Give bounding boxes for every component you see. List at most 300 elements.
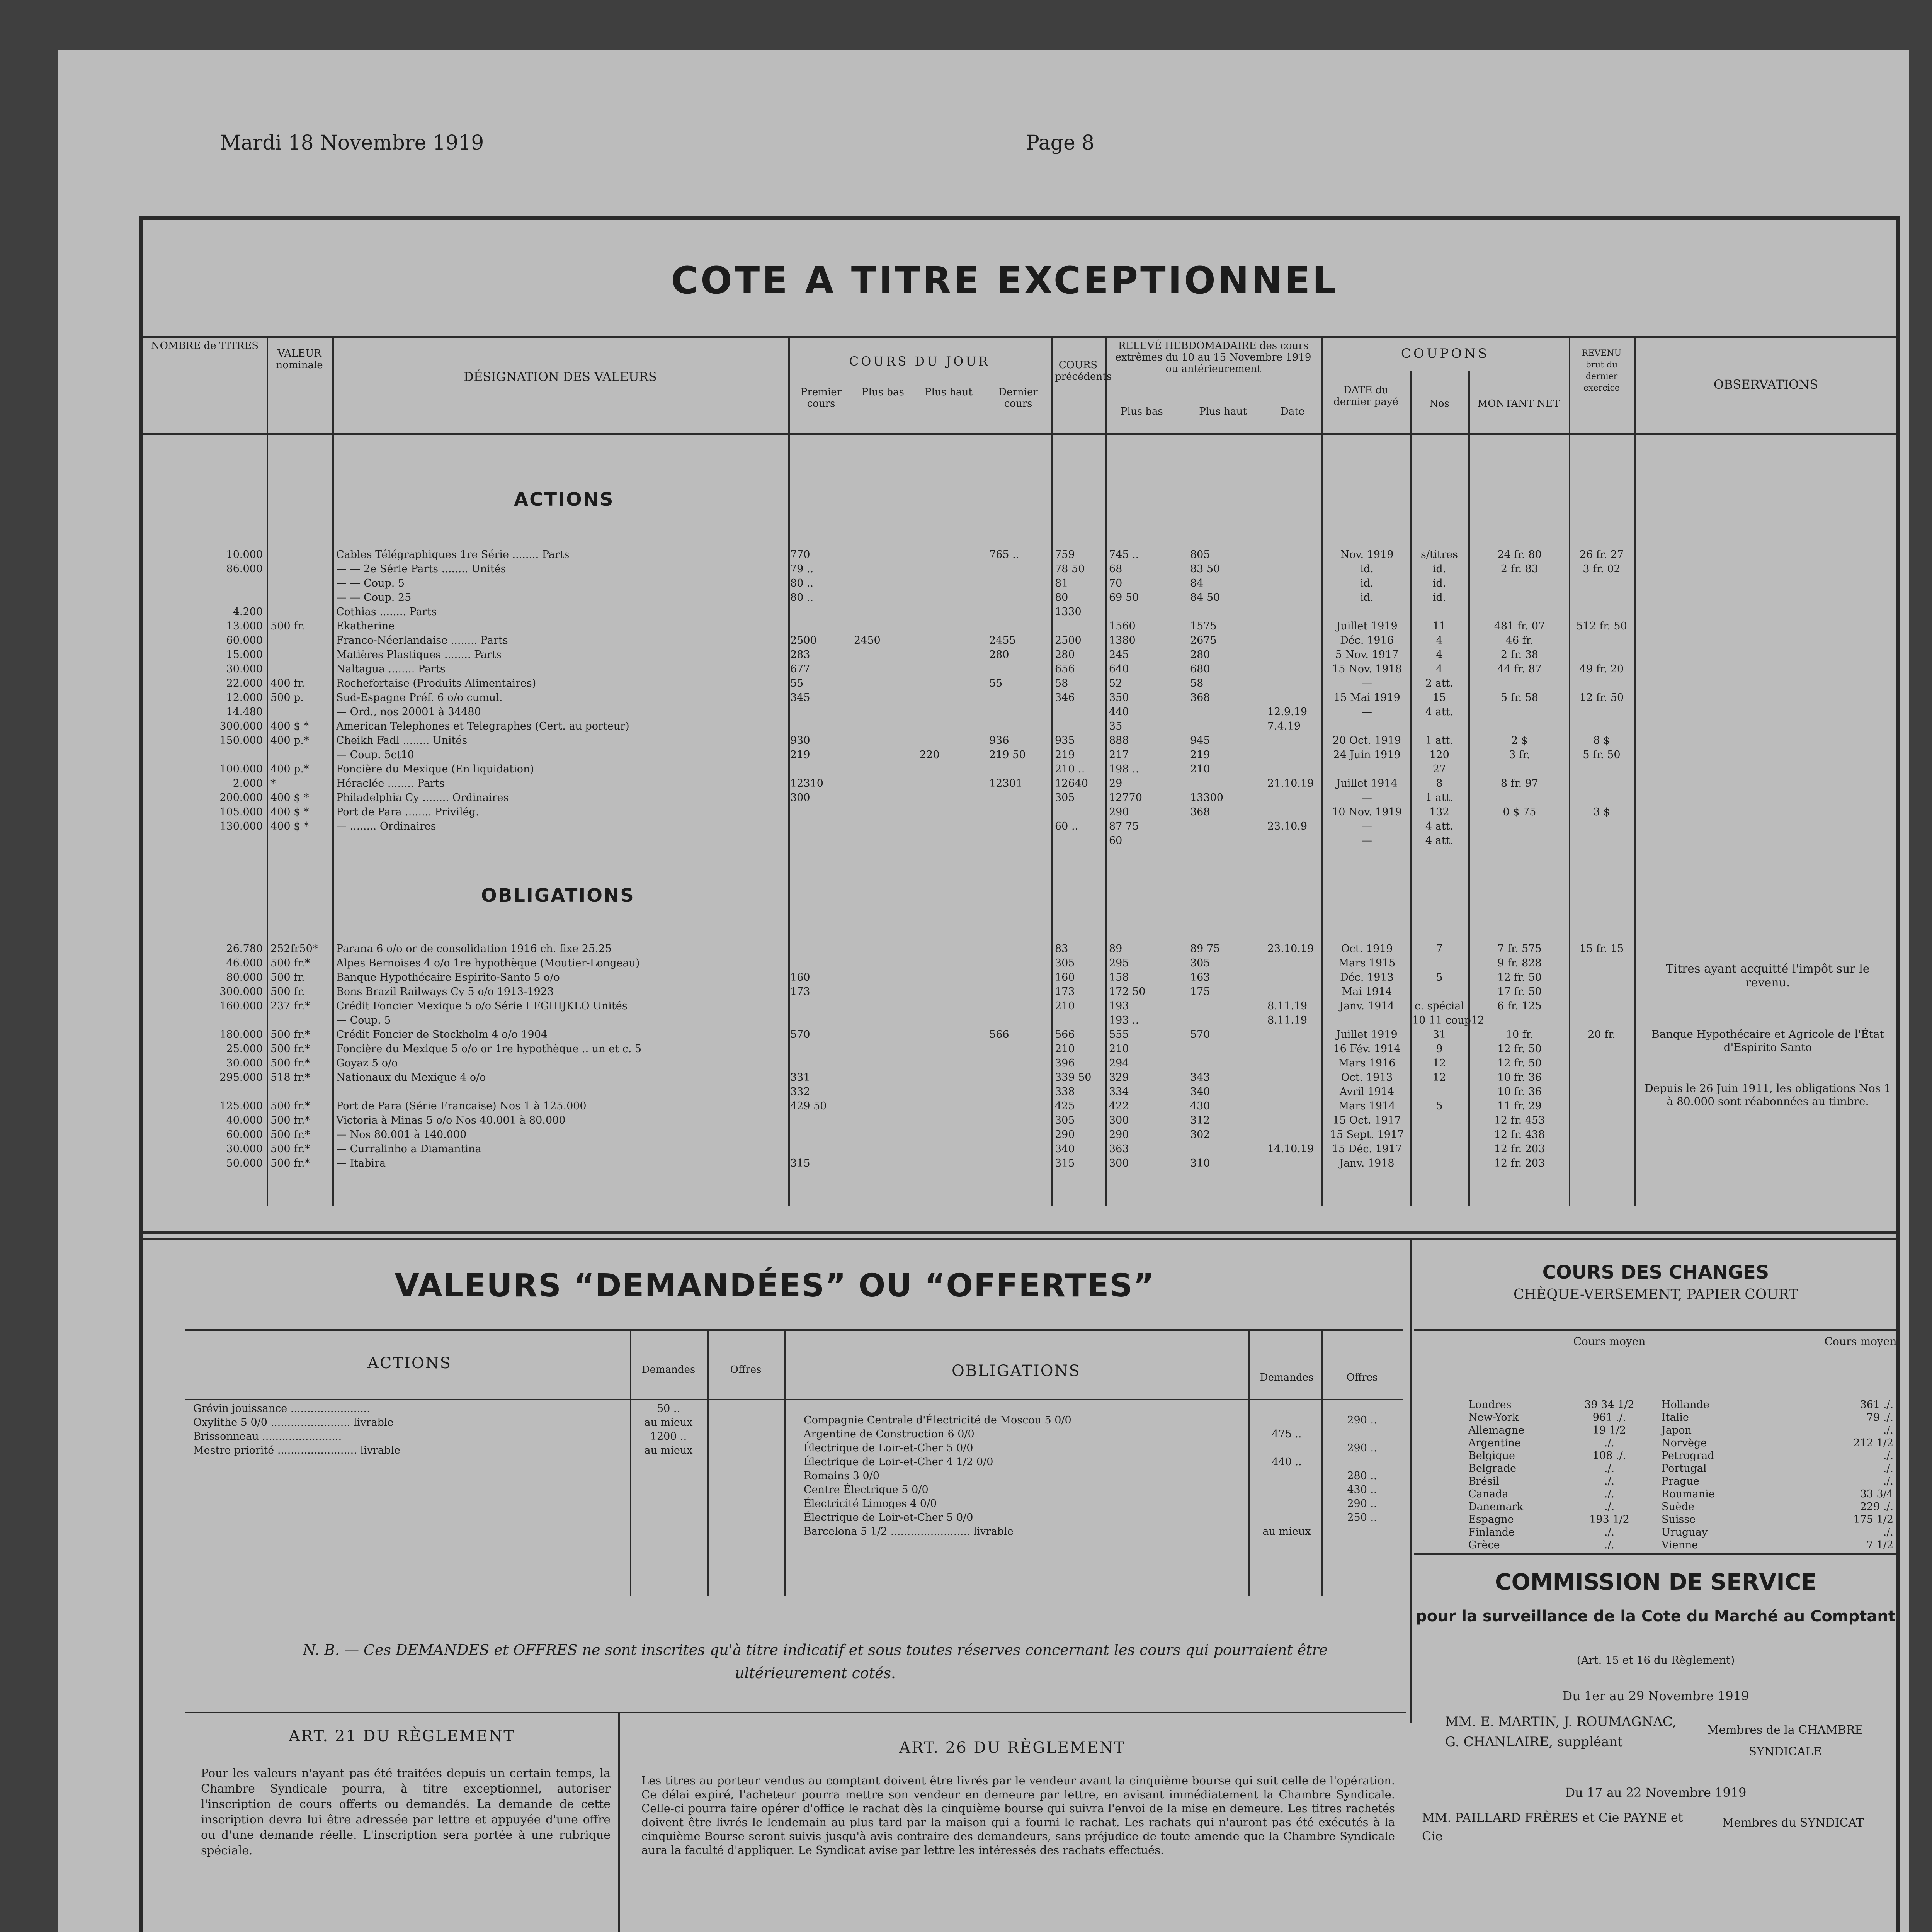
table-cell-num: 4 att. <box>1425 820 1454 832</box>
table-cell-montant: 10 fr. 36 <box>1497 1071 1542 1083</box>
table-cell-dernier: 219 50 <box>989 749 1026 761</box>
change-name: Grèce <box>1468 1539 1500 1551</box>
col-sep <box>1410 1240 1412 1723</box>
table-cell-designation: — — Coup. 25 <box>336 592 412 604</box>
table-cell-rbas: 29 <box>1109 777 1122 789</box>
changes-title: COURS DES CHANGES <box>1542 1262 1769 1283</box>
table-cell-prec: 290 <box>1055 1129 1075 1141</box>
table-cell-nombre: 26.780 <box>226 943 263 955</box>
table-cell-num: 5 <box>1436 1100 1443 1112</box>
table-cell-prec: 346 <box>1055 692 1075 704</box>
table-cell-valeur: 400 $ * <box>270 820 309 832</box>
rule <box>185 1329 1403 1331</box>
table-cell-nombre: 300.000 <box>219 986 263 998</box>
table-cell-rbas: 52 <box>1109 677 1122 689</box>
art26-title: ART. 26 DU RÈGLEMENT <box>899 1739 1126 1757</box>
table-cell-date: 21.10.19 <box>1267 777 1314 789</box>
table-cell-montant: 17 fr. 50 <box>1497 986 1542 998</box>
table-cell-rbas: 363 <box>1109 1143 1129 1155</box>
art21-title: ART. 21 DU RÈGLEMENT <box>289 1727 515 1745</box>
table-cell-nombre: 22.000 <box>226 677 263 689</box>
dem-actions-head: ACTIONS <box>367 1354 452 1372</box>
change-name: Roumanie <box>1662 1488 1715 1500</box>
art26-text: Les titres au porteur vendus au comptant doivent être livrés par le vendeur avant la cinquième bourse qui suit celle de l'opération. Ce délai expiré, l'acheteur pourra mettre son vendeur en demeure par lettre, en avisant immédiatement la Chambre Syndicale. Celle-ci pourra faire opérer d'office le rachat dès la cinquième bourse qui suivra l'envoi de la mise en demeure. Les titres rachetés doivent être livrés le lendemain au plus tard par la maison qui a fourni le rachat. Les rachats qui n'auront pas été exécutés à la cinquième Bourse seront suivis jusqu'à avis contraire des demandeurs, sans préjudice de toute amende que la Chambre Syndicale aura la faculté d'appliquer. Le Syndicat avise par lettre les intéressés des rachats effectués. <box>641 1774 1395 1857</box>
table-cell-nombre: 13.000 <box>226 620 263 632</box>
table-cell-montant: 0 $ 75 <box>1503 806 1536 818</box>
table-cell-valeur: 500 fr.* <box>270 1057 310 1069</box>
table-cell-num: 7 <box>1436 943 1443 955</box>
table-cell-dernier: 280 <box>989 649 1009 661</box>
table-cell-rhaut: 570 <box>1190 1029 1210 1041</box>
table-cell-valeur: 500 fr. <box>270 986 305 998</box>
table-cell-designation: American Telephones et Telegraphes (Cert. au porteur) <box>336 720 629 732</box>
table-cell-revenu: 3 fr. 02 <box>1583 563 1621 575</box>
table-cell-nombre: 130.000 <box>219 820 263 832</box>
change-value: 79 ./. <box>1866 1412 1893 1423</box>
col-sep <box>1569 336 1570 1206</box>
th-plus-haut: Plus haut <box>925 386 973 398</box>
dem-oblig-name: Électrique de Loir-et-Cher 5 0/0 <box>804 1442 973 1454</box>
change-value: ./. <box>1604 1437 1615 1449</box>
table-cell-rbas: 329 <box>1109 1071 1129 1083</box>
change-name: Londres <box>1468 1399 1512 1411</box>
change-value: 961 ./. <box>1592 1412 1626 1423</box>
table-cell-coupdate: Juillet 1919 <box>1336 1029 1398 1041</box>
table-cell-num: 1 att. <box>1425 792 1454 804</box>
table-cell-rbas: 555 <box>1109 1029 1129 1041</box>
table-cell-premier: 12310 <box>790 777 823 789</box>
table-cell-prec: 210 <box>1055 1043 1075 1055</box>
dem-oblig-offre: 290 .. <box>1347 1442 1377 1454</box>
table-cell-date: 7.4.19 <box>1267 720 1301 732</box>
table-cell-valeur: 518 fr.* <box>270 1071 310 1083</box>
table-cell-coupdate: 10 Nov. 1919 <box>1332 806 1402 818</box>
dem-action-demande: au mieux <box>644 1417 693 1429</box>
table-cell-valeur: 500 fr. <box>270 620 305 632</box>
table-cell-premier: 429 50 <box>790 1100 827 1112</box>
table-cell-prec: 566 <box>1055 1029 1075 1041</box>
rule <box>185 1399 1403 1400</box>
th-nombre: NOMBRE de TITRES <box>151 340 259 352</box>
table-cell-rbas: 198 .. <box>1109 763 1139 775</box>
table-cell-valeur: 237 fr.* <box>270 1000 310 1012</box>
table-cell-premier: 2500 <box>790 634 817 646</box>
th-numero: Nos <box>1429 398 1449 410</box>
change-value: 361 ./. <box>1860 1399 1893 1411</box>
table-cell-coupdate: Mars 1914 <box>1338 1100 1396 1112</box>
table-cell-coupdate: Déc. 1916 <box>1340 634 1394 646</box>
table-cell-rhaut: 430 <box>1190 1100 1210 1112</box>
table-cell-designation: — — 2e Série Parts ........ Unités <box>336 563 506 575</box>
th-rel-haut: Plus haut <box>1199 406 1247 417</box>
table-cell-premier: 315 <box>790 1157 810 1169</box>
actions-heading: ACTIONS <box>514 489 614 510</box>
table-cell-prec: 210 <box>1055 1000 1075 1012</box>
table-cell-rhaut: 340 <box>1190 1086 1210 1098</box>
table-cell-designation: Parana 6 o/o or de consolidation 1916 ch. fixe 25.25 <box>336 943 612 955</box>
table-cell-nombre: 30.000 <box>226 1057 263 1069</box>
table-cell-rbas: 210 <box>1109 1043 1129 1055</box>
dem-oblig-name: Romains 3 0/0 <box>804 1470 879 1482</box>
table-cell-rbas: 70 <box>1109 577 1122 589</box>
table-cell-revenu: 8 $ <box>1593 735 1610 747</box>
table-cell-prec: 160 <box>1055 971 1075 983</box>
table-cell-montant: 9 fr. 828 <box>1497 957 1542 969</box>
table-cell-rbas: 295 <box>1109 957 1129 969</box>
change-name: Uruguay <box>1662 1526 1708 1538</box>
table-cell-num: 4 <box>1436 634 1443 646</box>
table-cell-designation: Ekatherine <box>336 620 395 632</box>
change-value: ./. <box>1883 1450 1893 1462</box>
table-cell-coupdate: — <box>1362 792 1372 804</box>
table-cell-montant: 12 fr. 203 <box>1494 1143 1545 1155</box>
table-cell-montant: 10 fr. 36 <box>1497 1086 1542 1098</box>
table-cell-designation: — Itabira <box>336 1157 386 1169</box>
table-cell-nombre: 180.000 <box>219 1029 263 1041</box>
th-cours-du-jour: COURS DU JOUR <box>849 354 990 369</box>
table-cell-designation: Philadelphia Cy ........ Ordinaires <box>336 792 509 804</box>
change-name: Suisse <box>1662 1514 1696 1526</box>
table-cell-num: 2 att. <box>1425 677 1454 689</box>
table-cell-premier: 160 <box>790 971 810 983</box>
table-cell-num: 4 <box>1436 663 1443 675</box>
dem-oblig-name: Électrique de Loir-et-Cher 5 0/0 <box>804 1512 973 1524</box>
change-value: ./. <box>1883 1424 1893 1436</box>
table-cell-designation: — ........ Ordinaires <box>336 820 436 832</box>
change-value: ./. <box>1604 1475 1615 1487</box>
col-sep <box>1321 336 1323 1206</box>
table-cell-coupdate: id. <box>1360 592 1374 604</box>
table-cell-valeur: 500 p. <box>270 692 304 704</box>
table-cell-nombre: 60.000 <box>226 634 263 646</box>
table-cell-valeur: 400 p.* <box>270 763 309 775</box>
commission-subtitle: pour la surveillance de la Cote du Marché au Comptant <box>1416 1607 1896 1625</box>
table-cell-valeur: 500 fr.* <box>270 1114 310 1126</box>
table-cell-dernier: 12301 <box>989 777 1022 789</box>
section-rule <box>143 1231 1897 1234</box>
table-cell-dernier: 936 <box>989 735 1009 747</box>
table-cell-rhaut: 302 <box>1190 1129 1210 1141</box>
table-cell-montant: 7 fr. 575 <box>1497 943 1542 955</box>
art21-text: Pour les valeurs n'ayant pas été traitées depuis un certain temps, la Chambre Syndicale pourra, à titre exceptionnel, autoriser l'inscription de cours offerts ou demandés. La demande de cette inscription devra lui être adressée par lettre et appuyée d'une offre ou d'une demande réelle. L'inscription sera portée à une rubrique spéciale. <box>201 1767 611 1857</box>
table-cell-prec: 315 <box>1055 1157 1075 1169</box>
table-cell-rhaut: 84 50 <box>1190 592 1220 604</box>
table-cell-coupdate: Mars 1916 <box>1338 1057 1396 1069</box>
table-cell-revenu: 3 $ <box>1593 806 1610 818</box>
table-cell-designation: — Coup. 5ct10 <box>336 749 414 761</box>
table-cell-rhaut: 343 <box>1190 1071 1210 1083</box>
table-cell-rbas: 1380 <box>1109 634 1136 646</box>
col-sep <box>267 336 268 1206</box>
table-cell-nombre: 30.000 <box>226 663 263 675</box>
table-cell-rbas: 290 <box>1109 806 1129 818</box>
table-cell-nombre: 150.000 <box>219 735 263 747</box>
table-cell-rhaut: 13300 <box>1190 792 1223 804</box>
table-cell-coupdate: 15 Oct. 1917 <box>1333 1114 1401 1126</box>
obs-depuis: Depuis le 26 Juin 1911, les obligations Nos 1 à 80.000 sont réabonnées au timbre. <box>1645 1082 1891 1108</box>
table-cell-prec: 656 <box>1055 663 1075 675</box>
table-cell-rbas: 89 <box>1109 943 1122 955</box>
table-cell-designation: Port de Para (Série Française) Nos 1 à 125.000 <box>336 1100 587 1112</box>
dem-oblig-name: Argentine de Construction 6 0/0 <box>804 1428 975 1440</box>
table-head-rule <box>143 433 1897 435</box>
main-title: COTE A TITRE EXCEPTIONNEL <box>671 259 1338 302</box>
col-sep <box>1051 336 1053 1206</box>
dem-offres-head: Offres <box>730 1364 762 1376</box>
table-cell-rbas: 422 <box>1109 1100 1129 1112</box>
dem-oblig-demande: 440 .. <box>1272 1456 1302 1468</box>
table-cell-premier: 283 <box>790 649 810 661</box>
table-cell-coupdate: Janv. 1918 <box>1339 1157 1395 1169</box>
table-cell-coupdate: 15 Déc. 1917 <box>1332 1143 1402 1155</box>
table-cell-coupdate: id. <box>1360 563 1374 575</box>
table-cell-date: 8.11.19 <box>1267 1014 1308 1026</box>
table-cell-prec: 280 <box>1055 649 1075 661</box>
table-cell-premier: 80 .. <box>790 577 814 589</box>
table-cell-rbas: 745 .. <box>1109 549 1139 561</box>
dem-oblig-name: Centre Électrique 5 0/0 <box>804 1484 929 1496</box>
table-cell-nombre: 50.000 <box>226 1157 263 1169</box>
table-cell-montant: 12 fr. 50 <box>1497 971 1542 983</box>
table-cell-rhaut: 219 <box>1190 749 1210 761</box>
dem-oblig-offre: 430 .. <box>1347 1484 1377 1496</box>
table-cell-num: 12 <box>1432 1057 1446 1069</box>
table-cell-nombre: 4.200 <box>233 606 263 618</box>
table-cell-date: 23.10.9 <box>1267 820 1308 832</box>
table-cell-num: id. <box>1432 592 1446 604</box>
change-name: Belgrade <box>1468 1463 1517 1475</box>
table-cell-designation: Goyaz 5 o/o <box>336 1057 398 1069</box>
table-cell-dernier: 55 <box>989 677 1003 689</box>
table-cell-montant: 11 fr. 29 <box>1497 1100 1542 1112</box>
dem-action-name: Mestre priorité ........................ livrable <box>193 1444 400 1456</box>
change-name: Finlande <box>1468 1526 1515 1538</box>
th-plus-bas: Plus bas <box>862 386 904 398</box>
obligations-heading: OBLIGATIONS <box>481 885 635 906</box>
col-sep <box>618 1712 620 1932</box>
table-cell-nombre: 125.000 <box>219 1100 263 1112</box>
table-cell-prec: 60 .. <box>1055 820 1078 832</box>
dem-oblig-offre: 290 .. <box>1347 1498 1377 1510</box>
dem-oblig-demande: 475 .. <box>1272 1428 1302 1440</box>
table-cell-rhaut: 680 <box>1190 663 1210 675</box>
change-name: Hollande <box>1662 1399 1709 1411</box>
table-cell-dernier: 2455 <box>989 634 1016 646</box>
commission-names2: MM. PAILLARD FRÈRES et Cie PAYNE et Cie <box>1422 1810 1683 1844</box>
table-cell-designation: Foncière du Mexique 5 o/o or 1re hypothèque .. un et c. 5 <box>336 1043 642 1055</box>
table-cell-rhaut: 84 <box>1190 577 1204 589</box>
change-value: ./. <box>1883 1526 1893 1538</box>
table-cell-coupdate: Juillet 1914 <box>1336 777 1398 789</box>
th-rel-date: Date <box>1280 406 1305 417</box>
table-cell-montant: 12 fr. 50 <box>1497 1057 1542 1069</box>
table-top-rule <box>143 336 1897 338</box>
table-cell-designation: — — Coup. 5 <box>336 577 405 589</box>
table-cell-montant: 10 fr. <box>1505 1029 1534 1041</box>
dem-offres-head-2: Offres <box>1346 1372 1378 1383</box>
table-cell-revenu: 5 fr. 50 <box>1583 749 1621 761</box>
obs-titres: Titres ayant acquitté l'impôt sur le revenu. <box>1666 962 1870 990</box>
table-cell-valeur: 400 $ * <box>270 792 309 804</box>
th-coupons: COUPONS <box>1401 346 1490 361</box>
table-cell-rhaut: 368 <box>1190 806 1210 818</box>
table-cell-nombre: 80.000 <box>226 971 263 983</box>
table-cell-rhaut: 89 75 <box>1190 943 1220 955</box>
table-cell-coupdate: 15 Sept. 1917 <box>1330 1129 1404 1141</box>
table-cell-designation: Victoria à Minas 5 o/o Nos 40.001 à 80.000 <box>336 1114 566 1126</box>
col-sep <box>707 1329 709 1596</box>
table-cell-premier: 331 <box>790 1071 810 1083</box>
table-cell-coupdate: 24 Juin 1919 <box>1333 749 1401 761</box>
table-cell-revenu: 26 fr. 27 <box>1579 549 1624 561</box>
table-cell-revenu: 12 fr. 50 <box>1579 692 1624 704</box>
table-cell-montant: 8 fr. 97 <box>1500 777 1539 789</box>
table-cell-date: 8.11.19 <box>1267 1000 1308 1012</box>
change-value: ./. <box>1883 1475 1893 1487</box>
table-cell-rbas: 245 <box>1109 649 1129 661</box>
page-number: Page 8 <box>1026 131 1095 155</box>
table-cell-nombre: 12.000 <box>226 692 263 704</box>
table-cell-date: 12.9.19 <box>1267 706 1308 718</box>
table-cell-designation: — Nos 80.001 à 140.000 <box>336 1129 467 1141</box>
dem-obligations-head: OBLIGATIONS <box>952 1362 1081 1380</box>
table-cell-prec: 396 <box>1055 1057 1075 1069</box>
table-cell-rbas: 35 <box>1109 720 1122 732</box>
change-value: 175 1/2 <box>1853 1514 1893 1526</box>
table-cell-rhaut: 175 <box>1190 986 1210 998</box>
table-cell-rhaut: 312 <box>1190 1114 1210 1126</box>
table-cell-coupdate: Janv. 1914 <box>1339 1000 1395 1012</box>
dem-oblig-demande: au mieux <box>1262 1526 1311 1537</box>
col-sep <box>784 1329 786 1596</box>
table-cell-rbas: 300 <box>1109 1114 1129 1126</box>
table-cell-rbas: 334 <box>1109 1086 1129 1098</box>
change-value: ./. <box>1883 1463 1893 1475</box>
table-cell-prec: 80 <box>1055 592 1068 604</box>
table-cell-coupdate: Avril 1914 <box>1339 1086 1395 1098</box>
table-cell-designation: Foncière du Mexique (En liquidation) <box>336 763 534 775</box>
table-cell-rbas: 193 <box>1109 1000 1129 1012</box>
table-cell-rbas: 300 <box>1109 1157 1129 1169</box>
table-cell-prec: 305 <box>1055 792 1075 804</box>
demandees-nb: N. B. — Ces DEMANDES et OFFRES ne sont inscrites qu'à titre indicatif et sous toutes réserves concernant les cours qui pourraient être ultérieurement cotés. <box>303 1641 1328 1682</box>
table-cell-coupdate: Mars 1915 <box>1338 957 1396 969</box>
commission-arts: (Art. 15 et 16 du Règlement) <box>1577 1654 1735 1667</box>
table-cell-montant: 481 fr. 07 <box>1494 620 1545 632</box>
table-cell-rhaut: 210 <box>1190 763 1210 775</box>
table-cell-nombre: 14.480 <box>226 706 263 718</box>
change-value: ./. <box>1604 1501 1615 1513</box>
table-cell-coupdate: — <box>1362 820 1372 832</box>
rule <box>1414 1329 1897 1331</box>
table-cell-rbas: 640 <box>1109 663 1129 675</box>
table-cell-designation: — Coup. 5 <box>336 1014 391 1026</box>
table-cell-premier: 55 <box>790 677 804 689</box>
table-cell-designation: Bons Brazil Railways Cy 5 o/o 1913-1923 <box>336 986 554 998</box>
table-cell-prec: 2500 <box>1055 634 1082 646</box>
table-cell-date: 23.10.19 <box>1267 943 1314 955</box>
table-cell-prec: 305 <box>1055 1114 1075 1126</box>
dem-oblig-offre: 280 .. <box>1347 1470 1377 1482</box>
table-cell-num: c. spécial <box>1415 1000 1464 1012</box>
table-cell-nombre: 46.000 <box>226 957 263 969</box>
table-cell-montant: 24 fr. 80 <box>1497 549 1542 561</box>
table-cell-rhaut: 945 <box>1190 735 1210 747</box>
table-cell-date: 14.10.19 <box>1267 1143 1314 1155</box>
table-cell-rbas: 87 75 <box>1109 820 1139 832</box>
table-cell-montant: 44 fr. 87 <box>1497 663 1542 675</box>
dem-oblig-offre: 290 .. <box>1347 1414 1377 1426</box>
table-cell-rhaut: 83 50 <box>1190 563 1220 575</box>
table-cell-rbas: 217 <box>1109 749 1129 761</box>
table-cell-premier: 677 <box>790 663 810 675</box>
table-cell-revenu: 15 fr. 15 <box>1579 943 1624 955</box>
table-cell-montant: 3 fr. <box>1509 749 1530 761</box>
table-cell-premier: 345 <box>790 692 810 704</box>
table-cell-premier: 332 <box>790 1086 810 1098</box>
table-cell-prec: 935 <box>1055 735 1075 747</box>
commission-names1: MM. E. MARTIN, J. ROUMAGNAC, G. CHANLAIRE, suppléant <box>1445 1714 1677 1750</box>
table-cell-valeur: 400 $ * <box>270 720 309 732</box>
th-valeur: VALEUR nominale <box>276 348 323 371</box>
table-cell-prec: 83 <box>1055 943 1068 955</box>
table-cell-prec: 425 <box>1055 1100 1075 1112</box>
changes-moyen-right: Cours moyen <box>1824 1335 1897 1348</box>
table-cell-rbas: 158 <box>1109 971 1129 983</box>
col-sep <box>1321 1329 1323 1596</box>
commission-role2: Membres du SYNDICAT <box>1722 1816 1864 1830</box>
table-cell-prec: 338 <box>1055 1086 1075 1098</box>
table-cell-montant: 12 fr. 50 <box>1497 1043 1542 1055</box>
table-cell-prec: 759 <box>1055 549 1075 561</box>
rule <box>1414 1553 1897 1555</box>
table-cell-rbas: 193 .. <box>1109 1014 1139 1026</box>
table-cell-num: 4 att. <box>1425 835 1454 847</box>
change-name: Argentine <box>1468 1437 1521 1449</box>
table-cell-valeur: * <box>270 777 276 789</box>
change-name: Portugal <box>1662 1463 1707 1475</box>
table-cell-num: 5 <box>1436 971 1443 983</box>
table-cell-rhaut: 280 <box>1190 649 1210 661</box>
table-cell-num: 9 <box>1436 1043 1443 1055</box>
table-cell-designation: Rochefortaise (Produits Alimentaires) <box>336 677 536 689</box>
table-cell-dernier: 765 .. <box>989 549 1019 561</box>
table-cell-premier: 173 <box>790 986 810 998</box>
table-cell-prec: 81 <box>1055 577 1068 589</box>
table-cell-num: 31 <box>1432 1029 1446 1041</box>
col-sep <box>1105 336 1107 1206</box>
change-value: 19 1/2 <box>1592 1424 1626 1436</box>
change-value: ./. <box>1604 1539 1615 1551</box>
table-cell-rbas: 888 <box>1109 735 1129 747</box>
table-cell-nombre: 295.000 <box>219 1071 263 1083</box>
table-cell-rhaut: 2675 <box>1190 634 1217 646</box>
table-cell-num: 4 <box>1436 649 1443 661</box>
table-cell-coupdate: 5 Nov. 1917 <box>1335 649 1399 661</box>
dem-oblig-name: Électrique de Loir-et-Cher 4 1/2 0/0 <box>804 1456 993 1468</box>
col-sep <box>1634 336 1636 1206</box>
table-cell-valeur: 252fr50* <box>270 943 318 955</box>
table-cell-coupdate: 16 Fév. 1914 <box>1333 1043 1401 1055</box>
table-cell-valeur: 500 fr.* <box>270 1143 310 1155</box>
change-value: 7 1/2 <box>1866 1539 1893 1551</box>
col-sep <box>788 336 790 1206</box>
change-name: Allemagne <box>1468 1424 1525 1436</box>
change-name: Espagne <box>1468 1514 1514 1526</box>
table-cell-haut: 220 <box>920 749 940 761</box>
table-cell-designation: — Curralinho a Diamantina <box>336 1143 481 1155</box>
table-cell-designation: Port de Para ........ Privilég. <box>336 806 479 818</box>
